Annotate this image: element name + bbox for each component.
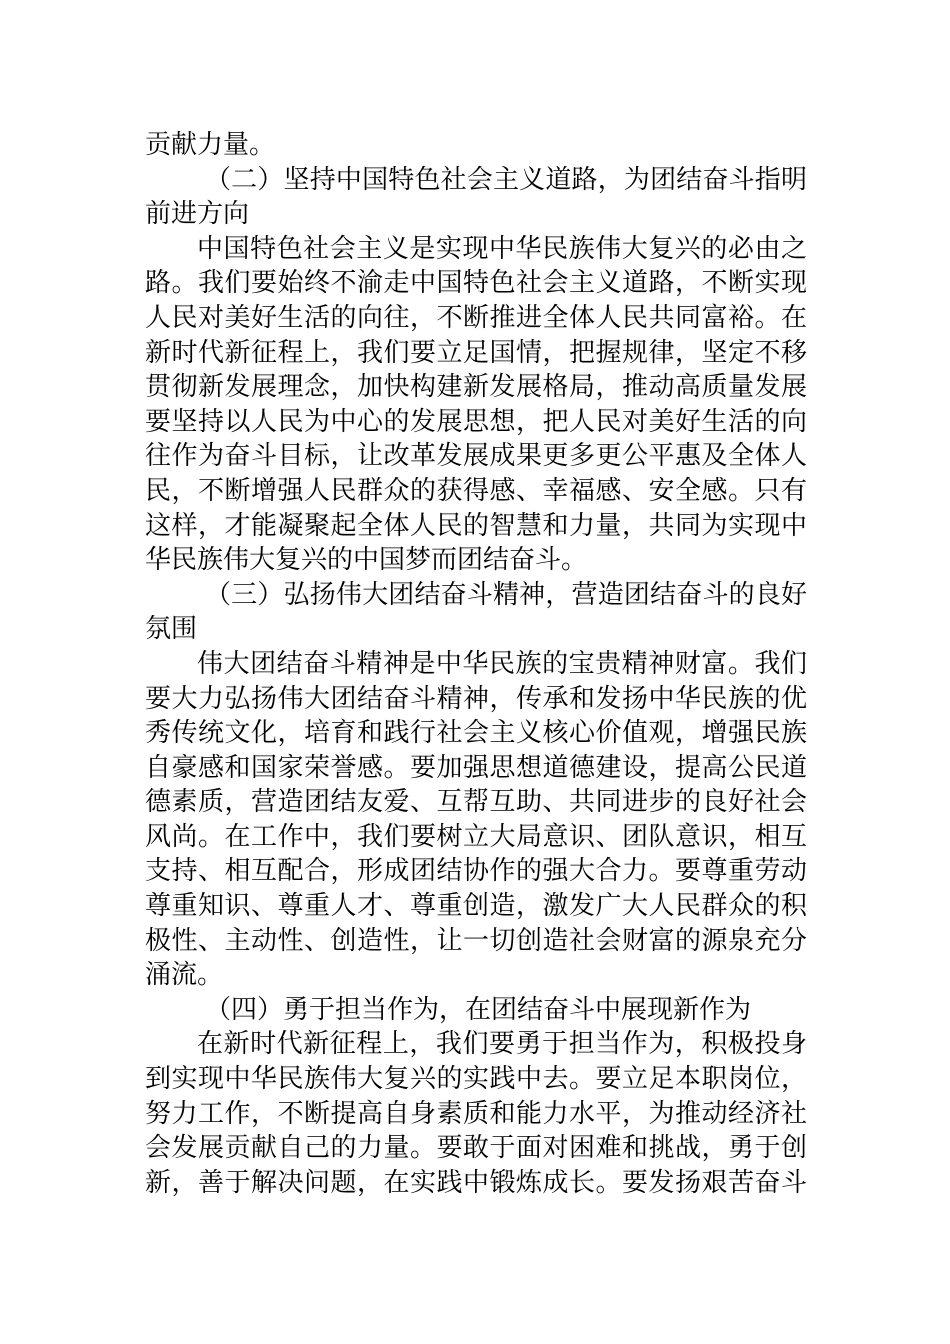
text-line: 风尚。在工作中，我们要树立大局意识、团队意识，相互 [145, 821, 807, 852]
document-body [145, 128, 807, 1200]
text-line: （四）勇于担当作为，在团结奋斗中展现新作为 [205, 994, 752, 1025]
text-line: 德素质，营造团结友爱、互帮互助、共同进步的良好社会 [145, 787, 807, 818]
text-line: 华民族伟大复兴的中国梦而团结奋斗。 [145, 545, 588, 576]
text-line: 新，善于解决问题，在实践中锻炼成长。要发扬艰苦奋斗 [145, 1167, 807, 1198]
text-line: 涌流。 [145, 960, 224, 991]
text-line: 贯彻新发展理念，加快构建新发展格局，推动高质量发展 [145, 372, 807, 403]
text-line: 尊重知识、尊重人才、尊重创造，激发广大人民群众的积 [145, 891, 807, 922]
text-line: 要坚持以人民为中心的发展思想，把人民对美好生活的向 [145, 406, 807, 437]
text-line: 极性、主动性、创造性，让一切创造社会财富的源泉充分 [145, 925, 807, 956]
text-line: 支持、相互配合，形成团结协作的强大合力。要尊重劳动 [145, 856, 807, 887]
text-line: （二）坚持中国特色社会主义道路，为团结奋斗指明 [205, 164, 807, 195]
text-line: 往作为奋斗目标，让改革发展成果更多更公平惠及全体人 [145, 441, 807, 472]
text-line: 这样，才能凝聚起全体人民的智慧和力量，共同为实现中 [145, 510, 807, 541]
text-line: 贡献力量。 [145, 130, 276, 160]
text-line: 前进方向 [145, 199, 250, 230]
text-line: 氛围 [145, 614, 198, 645]
text-line: 民，不断增强人民群众的获得感、幸福感、安全感。只有 [145, 475, 807, 506]
text-line: 在新时代新征程上，我们要勇于担当作为，积极投身 [197, 1029, 807, 1060]
text-line: 要大力弘扬伟大团结奋斗精神，传承和发扬中华民族的优 [145, 683, 807, 714]
text-line: 自豪感和国家荣誉感。要加强思想道德建设，提高公民道 [145, 752, 807, 783]
text-line: 新时代新征程上，我们要立足国情，把握规律，坚定不移 [145, 337, 807, 368]
text-line: 秀传统文化，培育和践行社会主义核心价值观，增强民族 [145, 718, 807, 749]
text-line: 伟大团结奋斗精神是中华民族的宝贵精神财富。我们 [197, 648, 807, 679]
text-line: （三）弘扬伟大团结奋斗精神，营造团结奋斗的良好 [205, 579, 807, 610]
text-line: 路。我们要始终不渝走中国特色社会主义道路，不断实现 [145, 268, 807, 299]
text-line: 人民对美好生活的向往，不断推进全体人民共同富裕。在 [145, 302, 807, 333]
text-line: 中国特色社会主义是实现中华民族伟大复兴的必由之 [197, 233, 807, 264]
text-line: 到实现中华民族伟大复兴的实践中去。要立足本职岗位， [145, 1064, 807, 1095]
text-line: 努力工作，不断提高自身素质和能力水平，为推动经济社 [145, 1098, 807, 1129]
text-line: 会发展贡献自己的力量。要敢于面对困难和挑战，勇于创 [145, 1133, 807, 1164]
